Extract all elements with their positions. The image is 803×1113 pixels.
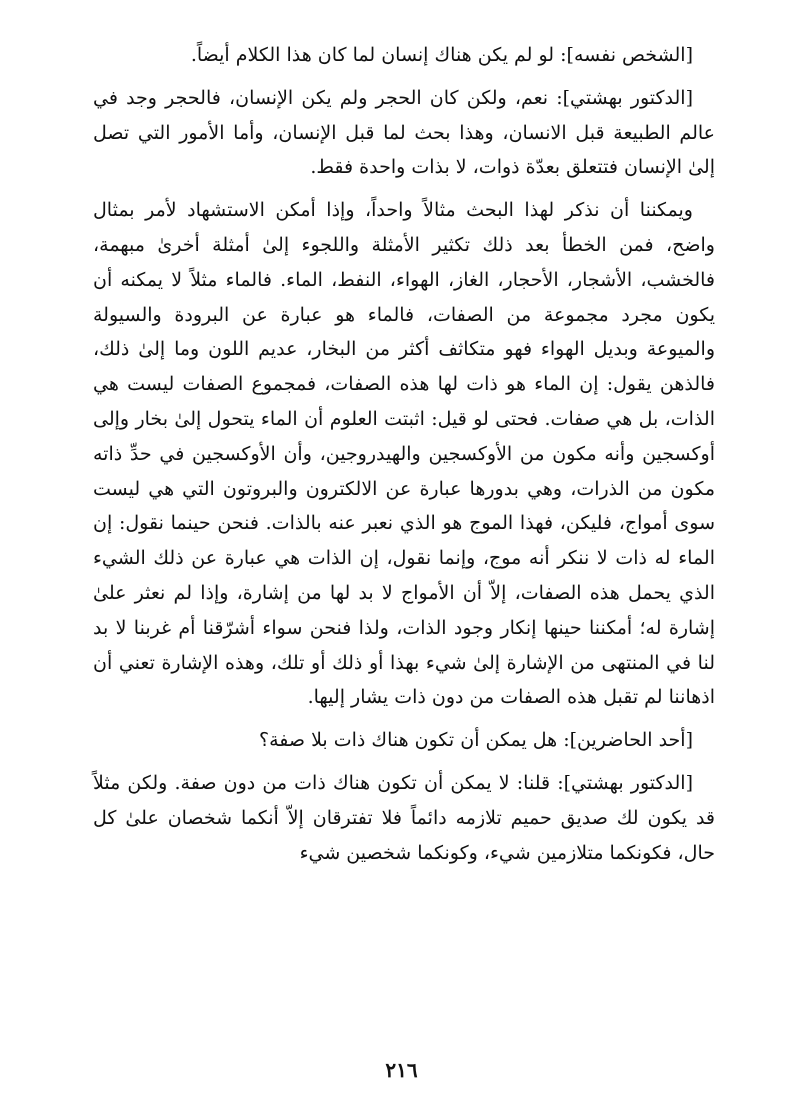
paragraph-3: ويمكننا أن نذكر لهذا البحث مثالاً واحداً، وإذا أمكن الاستشهاد لأمر بمثال واضح، فمن الخطأ بعد ذلك تكثير الأمثلة واللجوء إلىٰ أمثلة أخرىٰ مبهمة، فالخشب، الأشجار، الأحجار، الغاز، الهواء، النفط، الماء. فالماء مثلاً لا يمكنه أن يكون مجرد مجموعة من الصفات، فالماء هو عبارة عن البرودة والسيولة والميوعة وبديل الهواء فهو متكاثف أكثر من البخار، عديم اللون وما إلىٰ ذلك، فالذهن يقول: إن الماء هو ذات لها هذه الصفات، فمجموع الصفات ليست هي الذات، بل هي صفات. فحتى لو قيل: اثبتت العلوم أن الماء يتحول إلىٰ بخار وإلى أوكسجين وأنه مكون من الأوكسجين والهيدروجين، وأن الأوكسجين في حدِّ ذاته مكون من الذرات، وهي بدورها عبارة عن الالكترون والبروتون التي هي ليست سوى أمواج، فليكن، فهذا الموج هو الذي نعبر عنه بالذات. فنحن حينما نقول: إن الماء له ذات لا ننكر أنه موج، وإنما نقول، إن الذات هي عبارة عن ذلك الشيء الذي يحمل هذه الصفات، إلاّ أن الأمواج لا بد لها من إشارة، وإذا لم نعثر علىٰ إشارة له؛ أمكننا حينها إنكار وجود الذات، ولذا فنحن سواء أشرّقنا أم غربنا لا بد لنا في المنتهى من الإشارة إلىٰ شيء بهذا أو ذلك أو تلك، وهذه الإشارة تعني أن اذهاننا لم تقبل هذه الصفات من دون ذات يشار إليها.: [93, 199, 715, 709]
paragraph-2: [الدكتور بهشتي]: نعم، ولكن كان الحجر ولم يكن الإنسان، فالحجر وجد في عالم الطبيعة قبل الانسان، وهذا بحث لما قبل الإنسان، وأما الأمور التي تصل إلىٰ الإنسان فتتعلق بعدّة ذوات، لا بذات واحدة فقط.: [93, 86, 715, 179]
paragraph-4: [أحد الحاضرين]: هل يمكن أن تكون هناك ذات بلا صفة؟: [259, 729, 693, 752]
paragraph-5: [الدكتور بهشتي]: قلنا: لا يمكن أن تكون هناك ذات من دون صفة. ولكن مثلاً قد يكون لك صديق حميم تلازمه دائماً فلا تفترقان إلاّ أنكما شخصان علىٰ كل حال، فكونكما متلازمين شيء، وكونكما شخصين شيء: [93, 771, 715, 864]
page-number: ٢١٦: [385, 1058, 418, 1082]
paragraph-1: [الشخص نفسه]: لو لم يكن هناك إنسان لما كان هذا الكلام أيضاً.: [190, 44, 693, 66]
page-body: [93, 38, 715, 870]
